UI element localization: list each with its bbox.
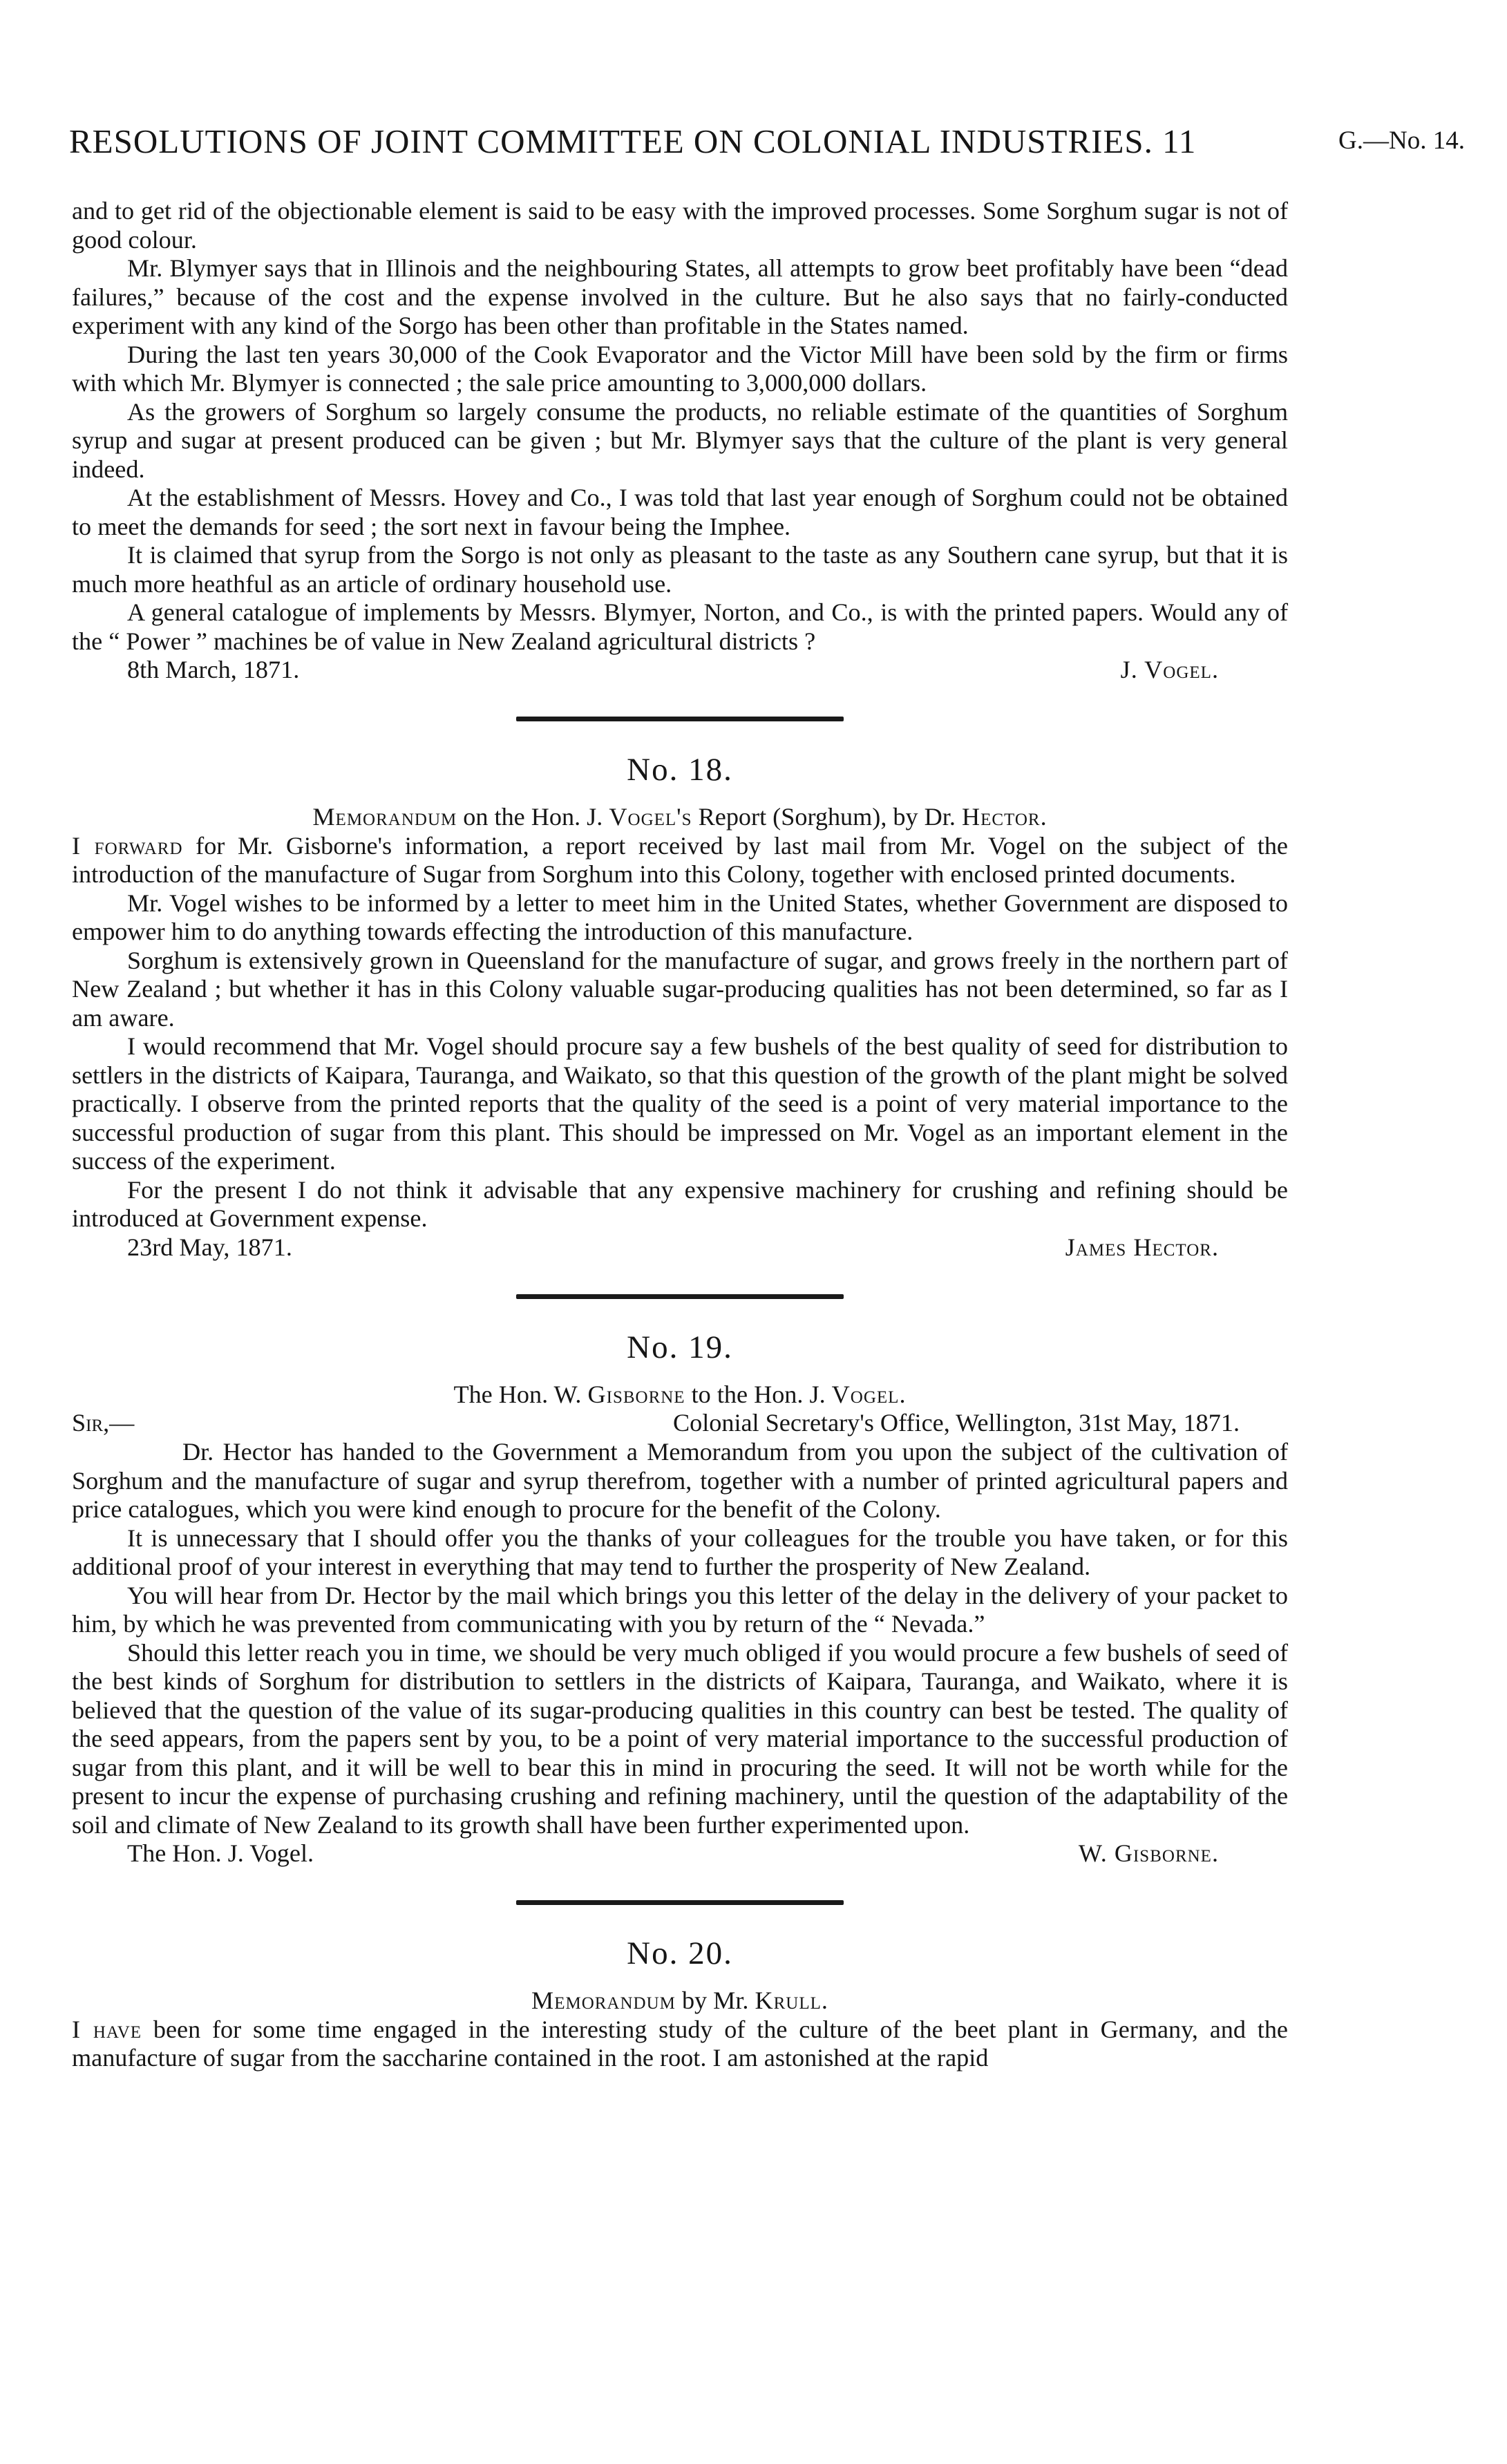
paragraph: Sorghum is extensively grown in Queensland for the manufacture of sugar, and grows freely in the northern part of New Zealand ; but whether it has in this Colony valuable sugar-producing qualities has not been determined, so far as I am aware.: [72, 946, 1288, 1032]
document-number: No. 18.: [627, 752, 733, 788]
paragraph: I would recommend that Mr. Vogel should procure say a few bushels of the best quality of seed for distribution to settlers in the districts of Kaipara, Tauranga, and Waikato, so that this question of the growth of the plant might be solved practically. I observe from the printed reports that the quality of the seed is a point of very material importance to the successful production of sugar from this plant. This should be impressed on Mr. Vogel as an important element in the success of the experiment.: [72, 1032, 1288, 1175]
signature: J. Vogel.: [1120, 656, 1219, 683]
paragraph: Mr. Blymyer says that in Illinois and the neighbouring States, all attempts to grow beet profitably have been “dead failures,” because of the cost and the expense involved in the culture. But he also says that no fairly-conducted experiment with any kind of the Sorgo has been other than profitable in the States named.: [72, 254, 1288, 339]
paragraph: You will hear from Dr. Hector by the mail which brings you this letter of the delay in the delivery of your packet to him, by which he was prevented from communicating with you by return of the “ Nevada.”: [72, 1581, 1288, 1638]
addressee: The Hon. J. Vogel.: [127, 1839, 314, 1867]
body-column: [72, 197, 1288, 2073]
signature-line: [72, 656, 1288, 685]
signature: W. Gisborne.: [1078, 1839, 1219, 1867]
salutation: Sir,—: [72, 1409, 135, 1437]
sender-address: Colonial Secretary's Office, Wellington, 31st May, 1871.: [672, 1409, 1240, 1437]
letter-date: 23rd May, 1871.: [127, 1233, 292, 1261]
section-no-20: [72, 1934, 1288, 2073]
document-heading: Memorandum by Mr. Krull.: [531, 1987, 828, 2014]
section-continuation: [72, 197, 1288, 685]
letter-date: 8th March, 1871.: [127, 656, 300, 683]
paragraph: As the growers of Sorghum so largely consume the products, no reliable estimate of the quantities of Sorghum syrup and sugar at present produced can be given ; but Mr. Blymyer says that the culture of the plant is very general indeed.: [72, 397, 1288, 483]
paragraph: At the establishment of Messrs. Hovey and Co., I was told that last year enough of Sorghum could not be obtained to meet the demands for seed ; the sort next in favour being the Imphee.: [72, 484, 1288, 540]
paragraph: It is unnecessary that I should offer you the thanks of your colleagues for the trouble you have taken, or for this additional proof of your interest in everything that may tend to further the prosperity of New Zealand.: [72, 1524, 1288, 1580]
running-title: RESOLUTIONS OF JOINT COMMITTEE ON COLONIAL INDUSTRIES. 11: [69, 122, 1197, 160]
section-no-19: [72, 1328, 1288, 1869]
signature-line: [72, 1839, 1288, 1868]
paragraph: During the last ten years 30,000 of the Cook Evaporator and the Victor Mill have been sold by the firm or firms with which Mr. Blymyer is connected ; the sale price amounting to 3,000,000 dollars.: [72, 340, 1288, 397]
signature-line: [72, 1233, 1288, 1262]
paragraph: Dr. Hector has handed to the Government a Memorandum from you upon the subject of the cultivation of Sorghum and the manufacture of sugar and syrup therefrom, together with a number of printed agricultural papers and price catalogues, which you were kind enough to procure for the benefit of the Colony.: [72, 1438, 1288, 1523]
document-heading: The Hon. W. Gisborne to the Hon. J. Vogel.: [453, 1380, 907, 1408]
paragraph: Mr. Vogel wishes to be informed by a letter to meet him in the United States, whether Government are disposed to empower him to do anything towards effecting the introduction of this manufacture.: [72, 889, 1288, 945]
paragraph: A general catalogue of implements by Messrs. Blymyer, Norton, and Co., is with the printed papers. Would any of the “ Power ” machines be of value in New Zealand agricultural districts ?: [72, 598, 1288, 655]
document-number: No. 20.: [627, 1935, 733, 1971]
section-divider: [516, 1900, 844, 1905]
document-code: G.—No. 14.: [1338, 126, 1465, 155]
paragraph: and to get rid of the objectionable element is said to be easy with the improved processes. Some Sorghum sugar is not of good colour.: [72, 197, 1288, 254]
running-header: [69, 122, 1465, 170]
paragraph: I have been for some time engaged in the interesting study of the culture of the beet plant in Germany, and the manufacture of sugar from the saccharine contained in the root. I am astonished at the rapid: [72, 2015, 1288, 2072]
paragraph: It is claimed that syrup from the Sorgo is not only as pleasant to the taste as any Southern cane syrup, but that it is much more heathful as an article of ordinary household use.: [72, 541, 1288, 598]
section-divider: [516, 1294, 844, 1299]
section-no-18: [72, 750, 1288, 1262]
document-number: No. 19.: [627, 1329, 733, 1365]
paragraph: Should this letter reach you in time, we should be very much obliged if you would procure a few bushels of seed of the best kinds of Sorghum for distribution to settlers in the districts of Kaipara, Tauranga, and Waikato, where it is believed that the question of the value of its sugar-producing qualities in this country can best be tested. The quality of the seed appears, from the papers sent by you, to be a point of very material importance to the successful production of sugar from this plant, and it will be well to bear this in mind in procuring the seed. It will not be worth while for the present to incur the expense of purchasing crushing and refining machinery, until the question of the adaptability of the soil and climate of New Zealand to its growth shall have been further experimented upon.: [72, 1638, 1288, 1839]
paragraph: For the present I do not think it advisable that any expensive machinery for crushing and refining should be introduced at Government expense.: [72, 1175, 1288, 1232]
document-heading: Memorandum on the Hon. J. Vogel's Report (Sorghum), by Dr. Hector.: [312, 803, 1048, 831]
signature: James Hector.: [1065, 1233, 1219, 1261]
section-divider: [516, 717, 844, 721]
paragraph: I forward for Mr. Gisborne's information, a report received by last mail from Mr. Vogel on the subject of the introduction of the manufacture of Sugar from Sorghum into this Colony, together with enclosed printed documents.: [72, 831, 1288, 888]
letter-address-line: [72, 1409, 1288, 1438]
